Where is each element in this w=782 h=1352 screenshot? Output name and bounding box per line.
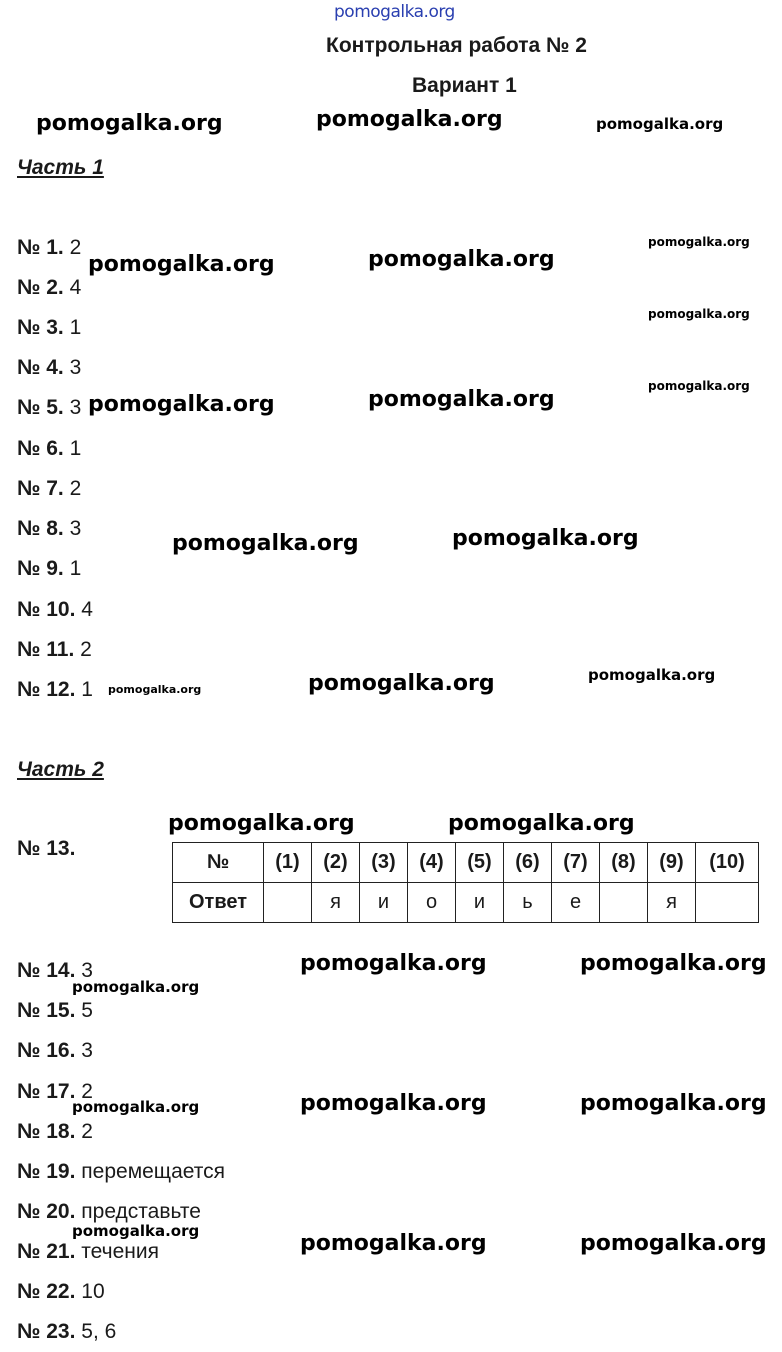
watermark: pomogalka.org — [648, 235, 750, 249]
table-column-header: (4) — [408, 843, 456, 883]
answer-value: 2 — [80, 638, 92, 661]
table-column-header: (9) — [648, 843, 696, 883]
answer-item — [17, 998, 93, 1024]
answer-item — [17, 355, 81, 381]
table-cell — [696, 883, 759, 923]
table-column-header: (8) — [600, 843, 648, 883]
answer-number: № 3. — [17, 316, 64, 339]
answer-value: 3 — [69, 396, 82, 419]
answer-table — [172, 842, 759, 923]
watermark: pomogalka.org — [452, 526, 639, 551]
answer-number: № 12. — [17, 678, 76, 701]
answer-value: 2 — [69, 236, 82, 259]
watermark: pomogalka.org — [580, 951, 767, 976]
part-1-heading: Часть 1 — [17, 156, 104, 179]
answer-value: 1 — [69, 437, 82, 460]
answer-number: № 14. — [17, 959, 76, 982]
answer-value: 5 — [81, 999, 93, 1022]
table-cell: и — [360, 883, 408, 923]
answer-value: перемещается — [81, 1160, 225, 1183]
watermark: pomogalka.org — [308, 671, 495, 696]
answer-value: представьте — [81, 1200, 201, 1223]
table-cell: ь — [504, 883, 552, 923]
answer-value: 3 — [81, 1039, 93, 1062]
answer-value: 3 — [69, 356, 82, 379]
answer-value: 2 — [81, 1120, 93, 1143]
answer-item — [17, 315, 81, 341]
answer-number: № 4. — [17, 356, 64, 379]
table-cell: о — [408, 883, 456, 923]
answer-number: № 22. — [17, 1280, 76, 1303]
answer-number: № 21. — [17, 1240, 76, 1263]
watermark: pomogalka.org — [648, 307, 750, 321]
answer-item — [17, 637, 92, 663]
answer-item — [17, 1279, 105, 1305]
table-cell: е — [552, 883, 600, 923]
answer-item — [17, 677, 93, 703]
watermark: pomogalka.org — [316, 107, 503, 132]
answer-item — [17, 1159, 225, 1185]
answer-value: 4 — [69, 276, 82, 299]
table-column-header: (2) — [312, 843, 360, 883]
answer-number: № 6. — [17, 437, 64, 460]
watermark: pomogalka.org — [88, 252, 275, 277]
watermark: pomogalka.org — [88, 392, 275, 417]
answer-item — [17, 1038, 93, 1064]
answer-number: № 10. — [17, 598, 76, 621]
answer-value: 5, 6 — [81, 1320, 117, 1343]
answer-value: 2 — [81, 1080, 93, 1103]
answer-value: течения — [81, 1240, 159, 1263]
watermark: pomogalka.org — [448, 811, 635, 836]
answer-number: № 9. — [17, 557, 64, 580]
watermark: pomogalka.org — [368, 387, 555, 412]
table-cell: и — [456, 883, 504, 923]
answer-number: № 19. — [17, 1160, 76, 1183]
answer-number: № 2. — [17, 276, 64, 299]
answer-value: 10 — [81, 1280, 105, 1303]
table-cell: я — [312, 883, 360, 923]
table-column-header: (3) — [360, 843, 408, 883]
page-title: Контрольная работа № 2 — [326, 34, 587, 57]
variant-title: Вариант 1 — [412, 74, 517, 97]
answer-item — [17, 516, 81, 542]
answer-value: 4 — [81, 598, 93, 621]
answer-number: № 23. — [17, 1320, 76, 1343]
site-link-top[interactable]: pomogalka.org — [334, 2, 455, 22]
answer-value: 1 — [69, 316, 82, 339]
answer-item — [17, 556, 81, 582]
answer-value: 3 — [69, 517, 82, 540]
answer-number: № 11. — [17, 638, 75, 661]
answer-number: № 17. — [17, 1080, 76, 1103]
answer-item — [17, 395, 81, 421]
watermark: pomogalka.org — [580, 1231, 767, 1256]
answer-value: 1 — [69, 557, 82, 580]
watermark: pomogalka.org — [588, 666, 716, 684]
answer-number: № 8. — [17, 517, 64, 540]
answer-number: № 5. — [17, 396, 64, 419]
watermark: pomogalka.org — [36, 111, 223, 136]
watermark: pomogalka.org — [168, 811, 355, 836]
answer-number: № 18. — [17, 1120, 76, 1143]
watermark: pomogalka.org — [648, 379, 750, 393]
answer-number-13: № 13. — [17, 837, 76, 860]
watermark: pomogalka.org — [580, 1091, 767, 1116]
table-header-row — [173, 843, 759, 883]
answer-number: № 20. — [17, 1200, 76, 1223]
watermark: pomogalka.org — [300, 1231, 487, 1256]
watermark: pomogalka.org — [72, 1098, 200, 1116]
answer-number: № 7. — [17, 477, 64, 500]
answer-number: № 16. — [17, 1039, 76, 1062]
watermark: pomogalka.org — [172, 531, 359, 556]
table-column-header: (7) — [552, 843, 600, 883]
answer-value: 1 — [81, 678, 93, 701]
watermark: pomogalka.org — [368, 247, 555, 272]
table-column-header: (10) — [696, 843, 759, 883]
answer-item — [17, 1119, 93, 1145]
table-cell: я — [648, 883, 696, 923]
answer-item — [17, 597, 93, 623]
answer-item — [17, 1239, 159, 1265]
table-header-label: № — [173, 843, 264, 883]
table-answer-label: Ответ — [173, 883, 264, 923]
answer-number: № 15. — [17, 999, 76, 1022]
table-cell — [600, 883, 648, 923]
watermark: pomogalka.org — [596, 115, 724, 133]
watermark: pomogalka.org — [72, 1222, 200, 1240]
watermark: pomogalka.org — [72, 978, 200, 996]
answer-value: 2 — [69, 477, 82, 500]
table-column-header: (6) — [504, 843, 552, 883]
answer-item — [17, 436, 81, 462]
answer-item — [17, 476, 81, 502]
answer-item — [17, 235, 81, 261]
part-2-heading: Часть 2 — [17, 758, 104, 781]
table-column-header: (5) — [456, 843, 504, 883]
answer-item — [17, 275, 81, 301]
answer-value: 3 — [81, 959, 93, 982]
table-answer-row — [173, 883, 759, 923]
watermark: pomogalka.org — [300, 1091, 487, 1116]
answer-item — [17, 1319, 116, 1345]
watermark: pomogalka.org — [300, 951, 487, 976]
table-cell — [264, 883, 312, 923]
answer-number: № 1. — [17, 236, 64, 259]
table-column-header: (1) — [264, 843, 312, 883]
watermark: pomogalka.org — [108, 683, 202, 696]
